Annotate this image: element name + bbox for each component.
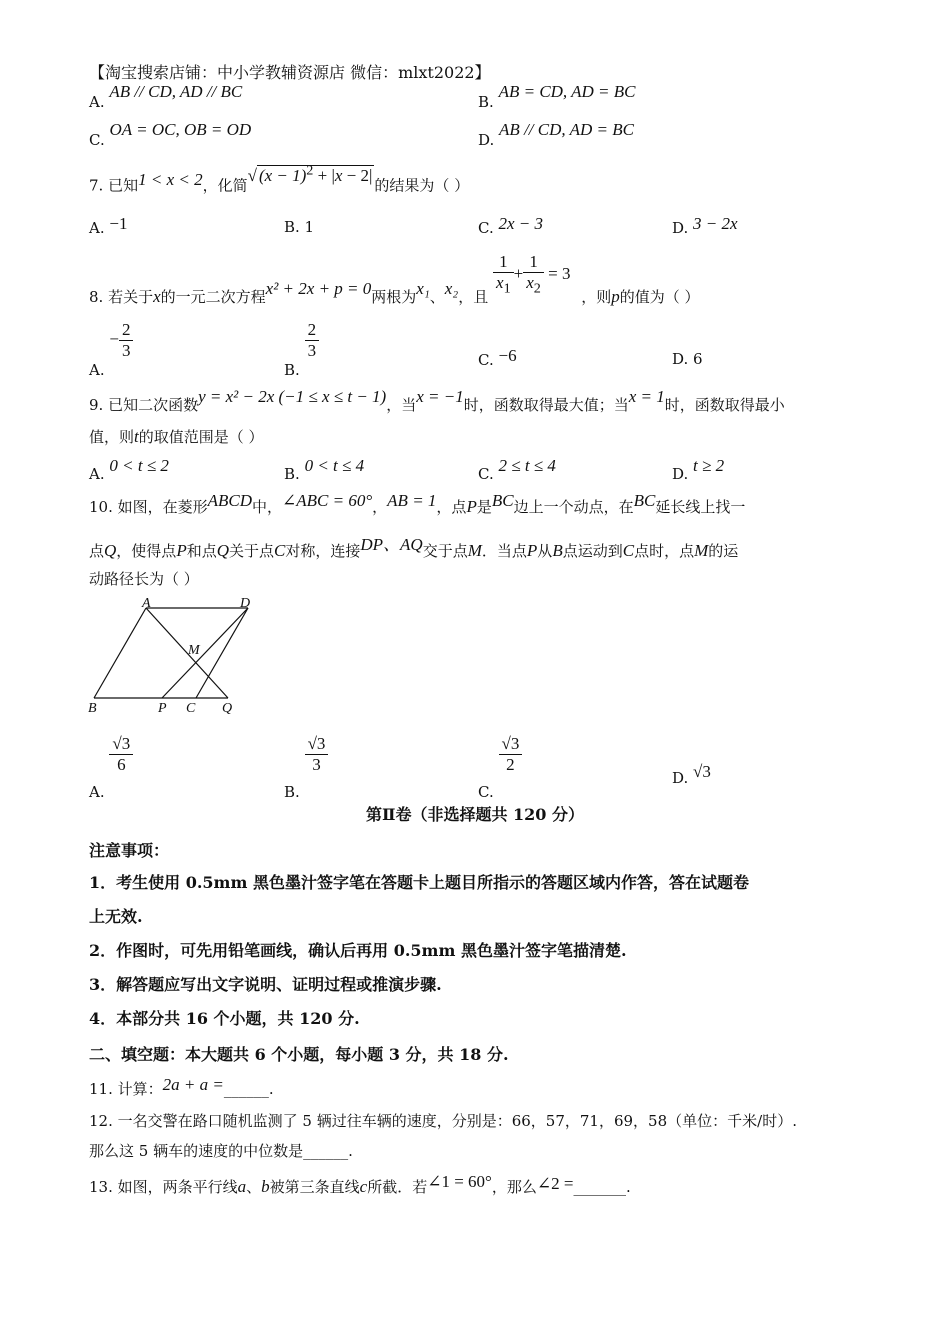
option-label: B. [284, 465, 300, 483]
q8-text-roots: 两根为 [371, 288, 417, 306]
option-label: D. [672, 465, 689, 483]
q8-prefix: 8. 若关于 [89, 288, 154, 306]
segment-dp [162, 608, 248, 698]
q9-text-2: 时，函数取得最大值；当 [463, 396, 629, 414]
segment-aq [146, 608, 228, 698]
q13-line-c: c [359, 1177, 368, 1196]
option-label: C. [89, 131, 105, 149]
option-value: 0 < t ≤ 4 [304, 456, 365, 475]
fraction-numerator: √3 [109, 734, 133, 755]
q7-prefix: 7. 已知 [89, 176, 139, 195]
q10-text: 点 [89, 542, 105, 560]
option-label: A. [89, 93, 105, 111]
fraction-numerator: √3 [305, 734, 329, 755]
notice-item-4: 4．本部分共 16 个小题，共 120 分. [89, 1009, 360, 1028]
option-label: B. [478, 93, 494, 111]
q13-text: 被第三条直线 [269, 1178, 360, 1196]
q9-option-b[interactable] [284, 456, 365, 483]
fraction-numerator: √3 [499, 734, 523, 755]
fill-in-section-title: 二、填空题：本大题共 6 个小题，每小题 3 分，共 18 分. [89, 1045, 509, 1064]
q9-function: y = x² − 2x (−1 ≤ x ≤ t − 1) [198, 387, 387, 406]
q10-angle: ∠ABC = 60° [282, 491, 373, 510]
q10-text: 边上一个动点，在 [513, 498, 634, 516]
q10-point: P [526, 541, 538, 560]
q8-separator: 、 [429, 288, 445, 306]
option-expr: AB // CD, AD = BC [499, 120, 634, 139]
q10-option-b[interactable] [284, 734, 328, 801]
question-9-line-2 [89, 426, 264, 447]
option-label: D. [672, 769, 689, 787]
q8-suffix: 的值为（ ） [619, 288, 700, 306]
q10-text: 和点 [186, 542, 217, 560]
question-9 [89, 386, 785, 414]
option-label: B. [284, 360, 300, 379]
q13-prefix: 13. 如图，两条平行线 [89, 1178, 238, 1196]
label-p: P [158, 701, 167, 716]
option-expr: AB // CD, AD // BC [109, 82, 243, 101]
q8-option-a[interactable] [89, 320, 133, 379]
option-expr: AB = CD, AD = BC [498, 82, 636, 101]
q10-segments: DP、AQ [360, 535, 423, 554]
q13-angle-1: ∠1 = 60° [427, 1172, 492, 1191]
q6-option-b[interactable] [478, 82, 636, 111]
q7-sqrt-expression: √ $(x - 1)^2 + |x - 2|$ [247, 162, 373, 185]
fraction-numerator: 2 [119, 320, 134, 341]
q10-point: C [622, 541, 635, 560]
q9-text-3: 时，函数取得最小 [664, 396, 785, 414]
q8-reciprocal-sum: $\frac{1}{x_1}$ + $\frac{1}{x_2}$ = 3 [493, 252, 570, 298]
notice-item-1: 1．考生使用 0.5mm 黑色墨汁签字笔在答题卡上题目所指示的答题区域内作答，答在试题卷 [89, 873, 749, 892]
fraction-denominator: 3 [121, 341, 131, 360]
option-label: B. 1 [284, 218, 315, 236]
q10-text: 的运 [708, 542, 739, 560]
option-value: 2 ≤ t ≤ 4 [498, 456, 556, 475]
q10-point: B [552, 541, 563, 560]
option-label: C. [478, 465, 494, 483]
q8-option-b[interactable] [284, 320, 319, 379]
q10-text: 交于点 [422, 542, 468, 560]
option-value: 3 − 2x [693, 214, 738, 233]
option-label: C. [478, 782, 494, 801]
q10-side: AB = 1 [387, 491, 437, 510]
option-label: D. [672, 219, 689, 237]
q10-segment: BC [633, 491, 656, 510]
q8-text-then: ，则 [581, 288, 612, 306]
q7-condition: 1 < x < 2 [138, 169, 203, 189]
q6-option-c[interactable] [89, 120, 252, 149]
q13-text: 所截．若 [367, 1178, 428, 1196]
q6-option-d[interactable] [478, 120, 634, 149]
q13-angle-2: ∠2 = [536, 1174, 574, 1193]
fraction-denominator: 2 [506, 755, 515, 774]
q10-text: 从 [537, 542, 553, 560]
q7-option-d[interactable] [672, 214, 738, 238]
q11-prefix: 11. 计算： [89, 1080, 163, 1098]
option-label: C. [478, 351, 494, 369]
q11-expression: 2a + a = [162, 1075, 224, 1094]
q9-option-c[interactable] [478, 456, 556, 483]
q9-condition-2: x = 1 [628, 387, 665, 406]
question-13 [89, 1172, 631, 1197]
q10-text: 对称，连接 [285, 542, 361, 560]
q10-point: M [694, 541, 709, 560]
q9-condition-1: x = −1 [416, 387, 464, 406]
q8-option-d[interactable] [672, 350, 703, 368]
question-7 [89, 162, 470, 196]
q13-line-a: a [237, 1177, 247, 1196]
q10-point: Q [104, 541, 117, 560]
option-value: 2x − 3 [498, 214, 544, 233]
option-expr: OA = OC, OB = OD [109, 120, 252, 139]
q9-option-d[interactable] [672, 456, 725, 483]
q10-text: ．当点 [481, 542, 527, 560]
option-label: D. [478, 131, 495, 149]
q9-option-a[interactable] [89, 456, 169, 483]
notice-item-2: 2．作图时，可先用铅笔画线，确认后再用 0.5mm 黑色墨汁签字笔描清楚. [89, 941, 627, 960]
q10-text: 10. 如图，在菱形 [89, 498, 208, 516]
q10-text: ，点 [436, 498, 467, 516]
option-label: A. [89, 219, 105, 237]
q7-suffix: 的结果为（ ） [374, 176, 470, 195]
q10-rhombus: ABCD [207, 491, 253, 510]
q11-answer-blank[interactable]: ______. [223, 1080, 274, 1098]
fraction-denominator: 6 [117, 755, 126, 774]
question-11 [89, 1075, 274, 1099]
q8-var-x: x [153, 287, 161, 306]
q7-option-a[interactable] [89, 214, 128, 238]
label-d: D [240, 596, 251, 611]
q10-text: 关于点 [229, 542, 275, 560]
option-label: B. [284, 782, 300, 801]
q8-var-p: p [611, 287, 620, 306]
q9-suffix: 的取值范围是（ ） [138, 428, 264, 446]
q7-mid: ，化简 [202, 176, 248, 195]
label-q: Q [222, 701, 233, 716]
fraction-denominator: 3 [312, 755, 321, 774]
q10-text: ，使得点 [116, 542, 177, 560]
option-value: 0 < t ≤ 2 [109, 456, 169, 475]
q10-point: M [467, 541, 482, 560]
option-sign: − [109, 329, 119, 349]
question-10-line-3: 动路径长为（ ） [89, 570, 199, 588]
q10-text: 点时，点 [634, 542, 695, 560]
q10-option-a[interactable] [89, 734, 133, 801]
question-10-line-1 [89, 491, 746, 517]
segment-ab [94, 608, 146, 698]
q9-var-t: t [134, 427, 139, 446]
q10-text: 延长线上找一 [655, 498, 746, 516]
q10-text: 中， [252, 498, 283, 516]
label-m: M [188, 643, 200, 658]
rhombus-figure [86, 594, 251, 718]
watermark-header: 【淘宝搜索店铺：中小学教辅资源店 微信：mlxt2022】 [89, 63, 491, 82]
option-value: −1 [109, 214, 128, 233]
notice-item-1-cont: 上无效. [89, 907, 143, 926]
option-label: A. [89, 465, 105, 483]
label-c: C [186, 701, 196, 716]
q8-text-and: ，且 [458, 288, 489, 306]
notice-heading: 注意事项： [89, 841, 170, 860]
q10-point-p: P [466, 497, 477, 516]
option-label: A. [89, 360, 105, 379]
q10-segment: BC [491, 491, 514, 510]
q8-text: 的一元二次方程 [160, 288, 266, 306]
label-a: A [142, 596, 151, 611]
option-label: C. [478, 219, 494, 237]
q7-option-b[interactable] [284, 218, 314, 236]
question-12-line-2: 那么这 5 辆车的速度的中位数是______. [89, 1142, 353, 1160]
q8-option-c[interactable] [478, 346, 517, 369]
q10-option-c[interactable] [478, 734, 522, 801]
q10-text: 是 [476, 498, 492, 516]
option-label: D. 6 [672, 350, 703, 368]
q9-text: ，当 [386, 396, 417, 414]
question-12-line-1: 12. 一名交警在路口随机监测了 5 辆过往车辆的速度，分别是：66，57，71，69，58（单位：千米/时）. [89, 1112, 797, 1130]
fraction-denominator: 3 [307, 341, 317, 360]
q13-line-b: b [261, 1177, 270, 1196]
option-value: −6 [498, 346, 517, 365]
option-value: √3 [693, 762, 711, 781]
q10-point: Q [216, 541, 229, 560]
q10-option-d[interactable] [672, 762, 711, 787]
fraction-numerator: 2 [305, 320, 320, 341]
figure-lines [94, 608, 248, 698]
option-label: A. [89, 782, 105, 801]
notice-item-3: 3．解答题应写出文字说明、证明过程或推演步骤. [89, 975, 442, 994]
q13-text: ，那么 [491, 1178, 537, 1196]
label-b: B [88, 701, 97, 716]
q13-answer-blank[interactable]: _______. [573, 1178, 631, 1196]
q10-point: P [176, 541, 187, 560]
q9-text-4: 值，则 [89, 428, 135, 446]
option-value: t ≥ 2 [693, 456, 725, 475]
q8-root-2: x₂ [444, 279, 459, 298]
section-ii-title: 第Ⅱ卷（非选择题共 120 分） [365, 805, 585, 824]
q13-separator: 、 [246, 1178, 262, 1196]
question-8 [89, 252, 700, 312]
q10-text: ， [372, 498, 388, 516]
q7-option-c[interactable] [478, 214, 544, 238]
segment-dc [196, 608, 248, 698]
q8-equation: x² + 2x + p = 0 [265, 279, 372, 298]
q10-text: 点运动到 [562, 542, 623, 560]
q8-root-1: x₁ [416, 279, 430, 298]
question-10-line-2 [89, 536, 738, 561]
q10-point: C [274, 541, 286, 560]
q9-prefix: 9. 已知二次函数 [89, 396, 199, 414]
q6-option-a[interactable] [89, 82, 243, 111]
